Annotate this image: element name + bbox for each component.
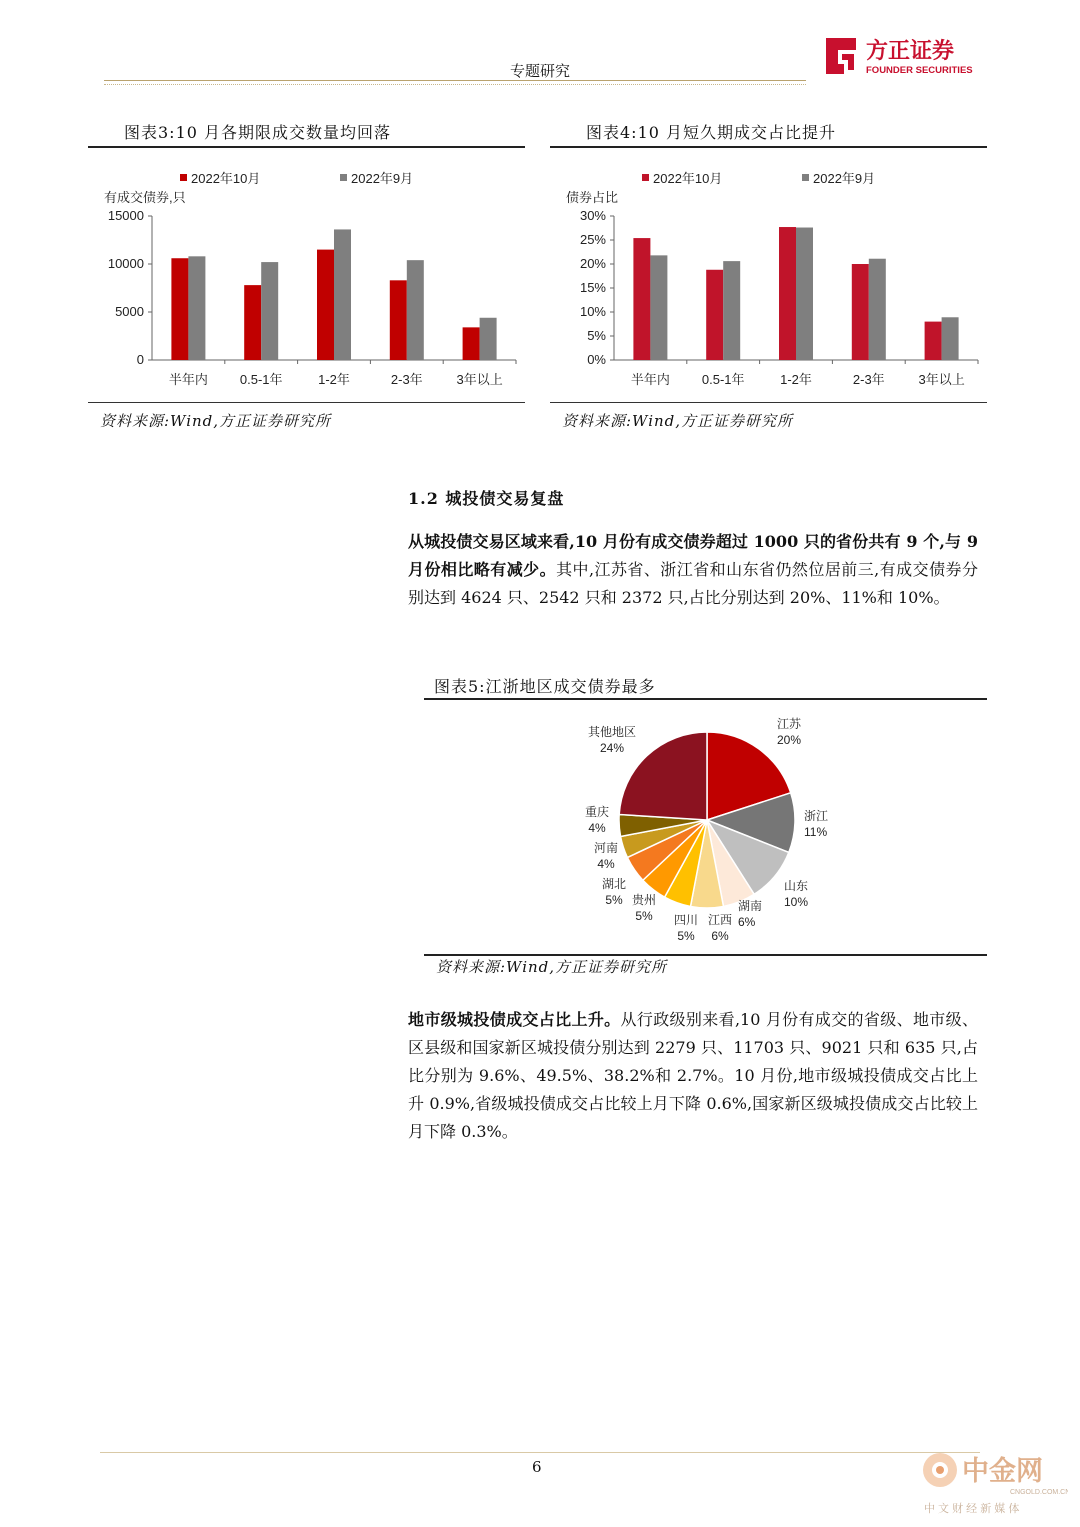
legend-label: 2022年10月 xyxy=(191,171,261,186)
legend-swatch xyxy=(642,174,649,181)
figure3-bar-chart xyxy=(88,150,525,400)
logo-en: FOUNDER SECURITIES xyxy=(866,65,973,76)
section-heading: 1.2 城投债交易复盘 xyxy=(408,489,565,508)
bar-半年内-2022年9月 xyxy=(188,256,205,360)
pie-label-name: 四川 xyxy=(673,913,699,927)
x-tick-label: 0.5-1年 xyxy=(701,372,745,387)
pie-label-name: 其他地区 xyxy=(587,725,637,739)
pie-label-name: 浙江 xyxy=(804,809,829,823)
pie-label-name: 湖南 xyxy=(738,899,763,913)
footer-divider xyxy=(100,1452,980,1453)
pie-label-value: 24% xyxy=(599,741,625,755)
watermark-cn: 中金网 xyxy=(962,1456,1043,1486)
paragraph-region xyxy=(408,528,978,612)
legend-label: 2022年9月 xyxy=(351,171,414,186)
pie-label-value: 4% xyxy=(588,821,606,835)
paragraph-admin-level-bold: 地市级城投债成交占比上升。 xyxy=(408,1010,621,1029)
x-tick-label: 3年以上 xyxy=(456,372,503,387)
founder-logo-mark xyxy=(826,38,856,74)
bar-1-2年-2022年9月 xyxy=(334,229,351,360)
bar-1-2年-2022年10月 xyxy=(779,227,796,360)
pie-label-value: 11% xyxy=(804,825,828,839)
pie-label-value: 4% xyxy=(597,857,615,871)
figure5-title: 图表5:江浙地区成交债券最多 xyxy=(434,677,656,696)
figure3-title: 图表3:10 月各期限成交数量均回落 xyxy=(124,123,392,142)
bar-1-2年-2022年9月 xyxy=(796,228,813,360)
bar-半年内-2022年9月 xyxy=(650,255,667,360)
bar-3年以上-2022年10月 xyxy=(925,322,942,360)
pie-label-name: 江苏 xyxy=(777,717,802,731)
pie-label-value: 5% xyxy=(605,893,623,907)
watermark-url: CNGOLD.COM.CN xyxy=(1010,1489,1068,1496)
figure3-top-rule xyxy=(88,146,525,148)
bar-2-3年-2022年10月 xyxy=(390,280,407,360)
figure4-bottom-rule xyxy=(550,402,987,403)
pie-label-value: 6% xyxy=(738,915,756,929)
pie-slice-其他地区 xyxy=(619,732,707,820)
bar-0.5-1年-2022年10月 xyxy=(244,285,261,360)
header-title: 专题研究 xyxy=(510,63,571,80)
pie-label-value: 5% xyxy=(635,909,653,923)
pie-label-name: 江西 xyxy=(707,913,733,927)
x-tick-label: 3年以上 xyxy=(918,372,965,387)
x-tick-label: 半年内 xyxy=(168,372,208,387)
pie-label-name: 贵州 xyxy=(631,893,657,907)
page-number: 6 xyxy=(532,1458,542,1476)
paragraph-admin-level-text: 从行政级别来看,10 月份有成交的省级、地市级、区县级和国家新区城投债分别达到 2279 只、11703 只、9021 只和 635 只,占比分别为 9.6%、49.5%、38.2%和 2.7%。10 月份,地市级城投债成交占比上升 0.9%,省级城投债成交占比较上月下降 0.6%,国家新区级城投债成交占比较上月下降 0.3%。 xyxy=(408,1010,978,1141)
pie-label-name: 重庆 xyxy=(584,805,610,819)
pie-label-name: 湖北 xyxy=(601,877,627,891)
founder-logo xyxy=(820,34,990,78)
bar-3年以上-2022年9月 xyxy=(480,318,497,360)
bar-0.5-1年-2022年9月 xyxy=(261,262,278,360)
x-tick-label: 半年内 xyxy=(630,372,670,387)
legend-label: 2022年9月 xyxy=(813,171,876,186)
y-axis-label: 有成交债券,只 xyxy=(104,190,186,205)
legend-swatch xyxy=(802,174,809,181)
y-tick-label: 0 xyxy=(136,352,144,367)
figure5-source: 资料来源:Wind,方正证券研究所 xyxy=(436,958,668,976)
bar-0.5-1年-2022年10月 xyxy=(706,270,723,360)
figure5-top-rule xyxy=(424,698,987,700)
pie-label-name: 河南 xyxy=(593,841,619,855)
bar-0.5-1年-2022年9月 xyxy=(723,261,740,360)
y-tick-label: 10% xyxy=(579,304,606,319)
x-tick-label: 2-3年 xyxy=(852,372,885,387)
y-tick-label: 0% xyxy=(587,352,606,367)
y-tick-label: 15% xyxy=(579,280,606,295)
y-tick-label: 30% xyxy=(579,208,606,223)
x-tick-label: 1-2年 xyxy=(318,372,350,387)
y-tick-label: 10000 xyxy=(107,256,144,271)
legend-swatch xyxy=(180,174,187,181)
legend-label: 2022年10月 xyxy=(653,171,723,186)
figure3-bottom-rule xyxy=(88,402,525,403)
figure3-source: 资料来源:Wind,方正证券研究所 xyxy=(100,412,332,430)
y-tick-label: 20% xyxy=(579,256,606,271)
bar-3年以上-2022年10月 xyxy=(463,327,480,360)
paragraph-region-bold: 从城投债交易区域来看,10 月份有成交债券超过 1000 只的省份共有 9 个,与 9 月份相比略有减少。 xyxy=(408,532,978,579)
bar-1-2年-2022年10月 xyxy=(317,250,334,360)
bar-2-3年-2022年10月 xyxy=(852,264,869,360)
y-axis-label: 债券占比 xyxy=(566,190,619,205)
y-tick-label: 5% xyxy=(587,328,606,343)
y-tick-label: 25% xyxy=(579,232,606,247)
pie-label-value: 6% xyxy=(711,929,729,943)
bar-3年以上-2022年9月 xyxy=(942,317,959,360)
y-tick-label: 5000 xyxy=(115,304,144,319)
pie-label-value: 20% xyxy=(777,733,802,747)
y-tick-label: 15000 xyxy=(107,208,144,223)
paragraph-admin-level xyxy=(408,1006,978,1146)
logo-cn: 方正证券 xyxy=(866,38,955,63)
figure5-pie-chart xyxy=(424,702,987,952)
header-divider xyxy=(104,80,806,81)
x-tick-label: 2-3年 xyxy=(390,372,423,387)
paragraph-region-text: 其中,江苏省、浙江省和山东省仍然位居前三,有成交债券分别达到 4624 只、2542 只和 2372 只,占比分别达到 20%、11%和 10%。 xyxy=(408,560,978,607)
legend-swatch xyxy=(340,174,347,181)
pie-label-name: 山东 xyxy=(784,879,809,893)
figure4-bar-chart xyxy=(550,150,987,400)
figure4-top-rule xyxy=(550,146,987,148)
pie-label-value: 10% xyxy=(784,895,809,909)
watermark-sub: 中 文 财 经 新 媒 体 xyxy=(924,1503,1020,1515)
x-tick-label: 1-2年 xyxy=(780,372,812,387)
x-tick-label: 0.5-1年 xyxy=(239,372,283,387)
pie-label-value: 5% xyxy=(677,929,695,943)
figure4-title: 图表4:10 月短久期成交占比提升 xyxy=(586,123,837,142)
bar-2-3年-2022年9月 xyxy=(407,260,424,360)
header-divider-dotted xyxy=(104,84,806,85)
figure4-source: 资料来源:Wind,方正证券研究所 xyxy=(562,412,794,430)
cngold-watermark xyxy=(918,1448,1068,1520)
bar-半年内-2022年10月 xyxy=(633,238,650,360)
bar-2-3年-2022年9月 xyxy=(869,259,886,360)
bar-半年内-2022年10月 xyxy=(171,258,188,360)
